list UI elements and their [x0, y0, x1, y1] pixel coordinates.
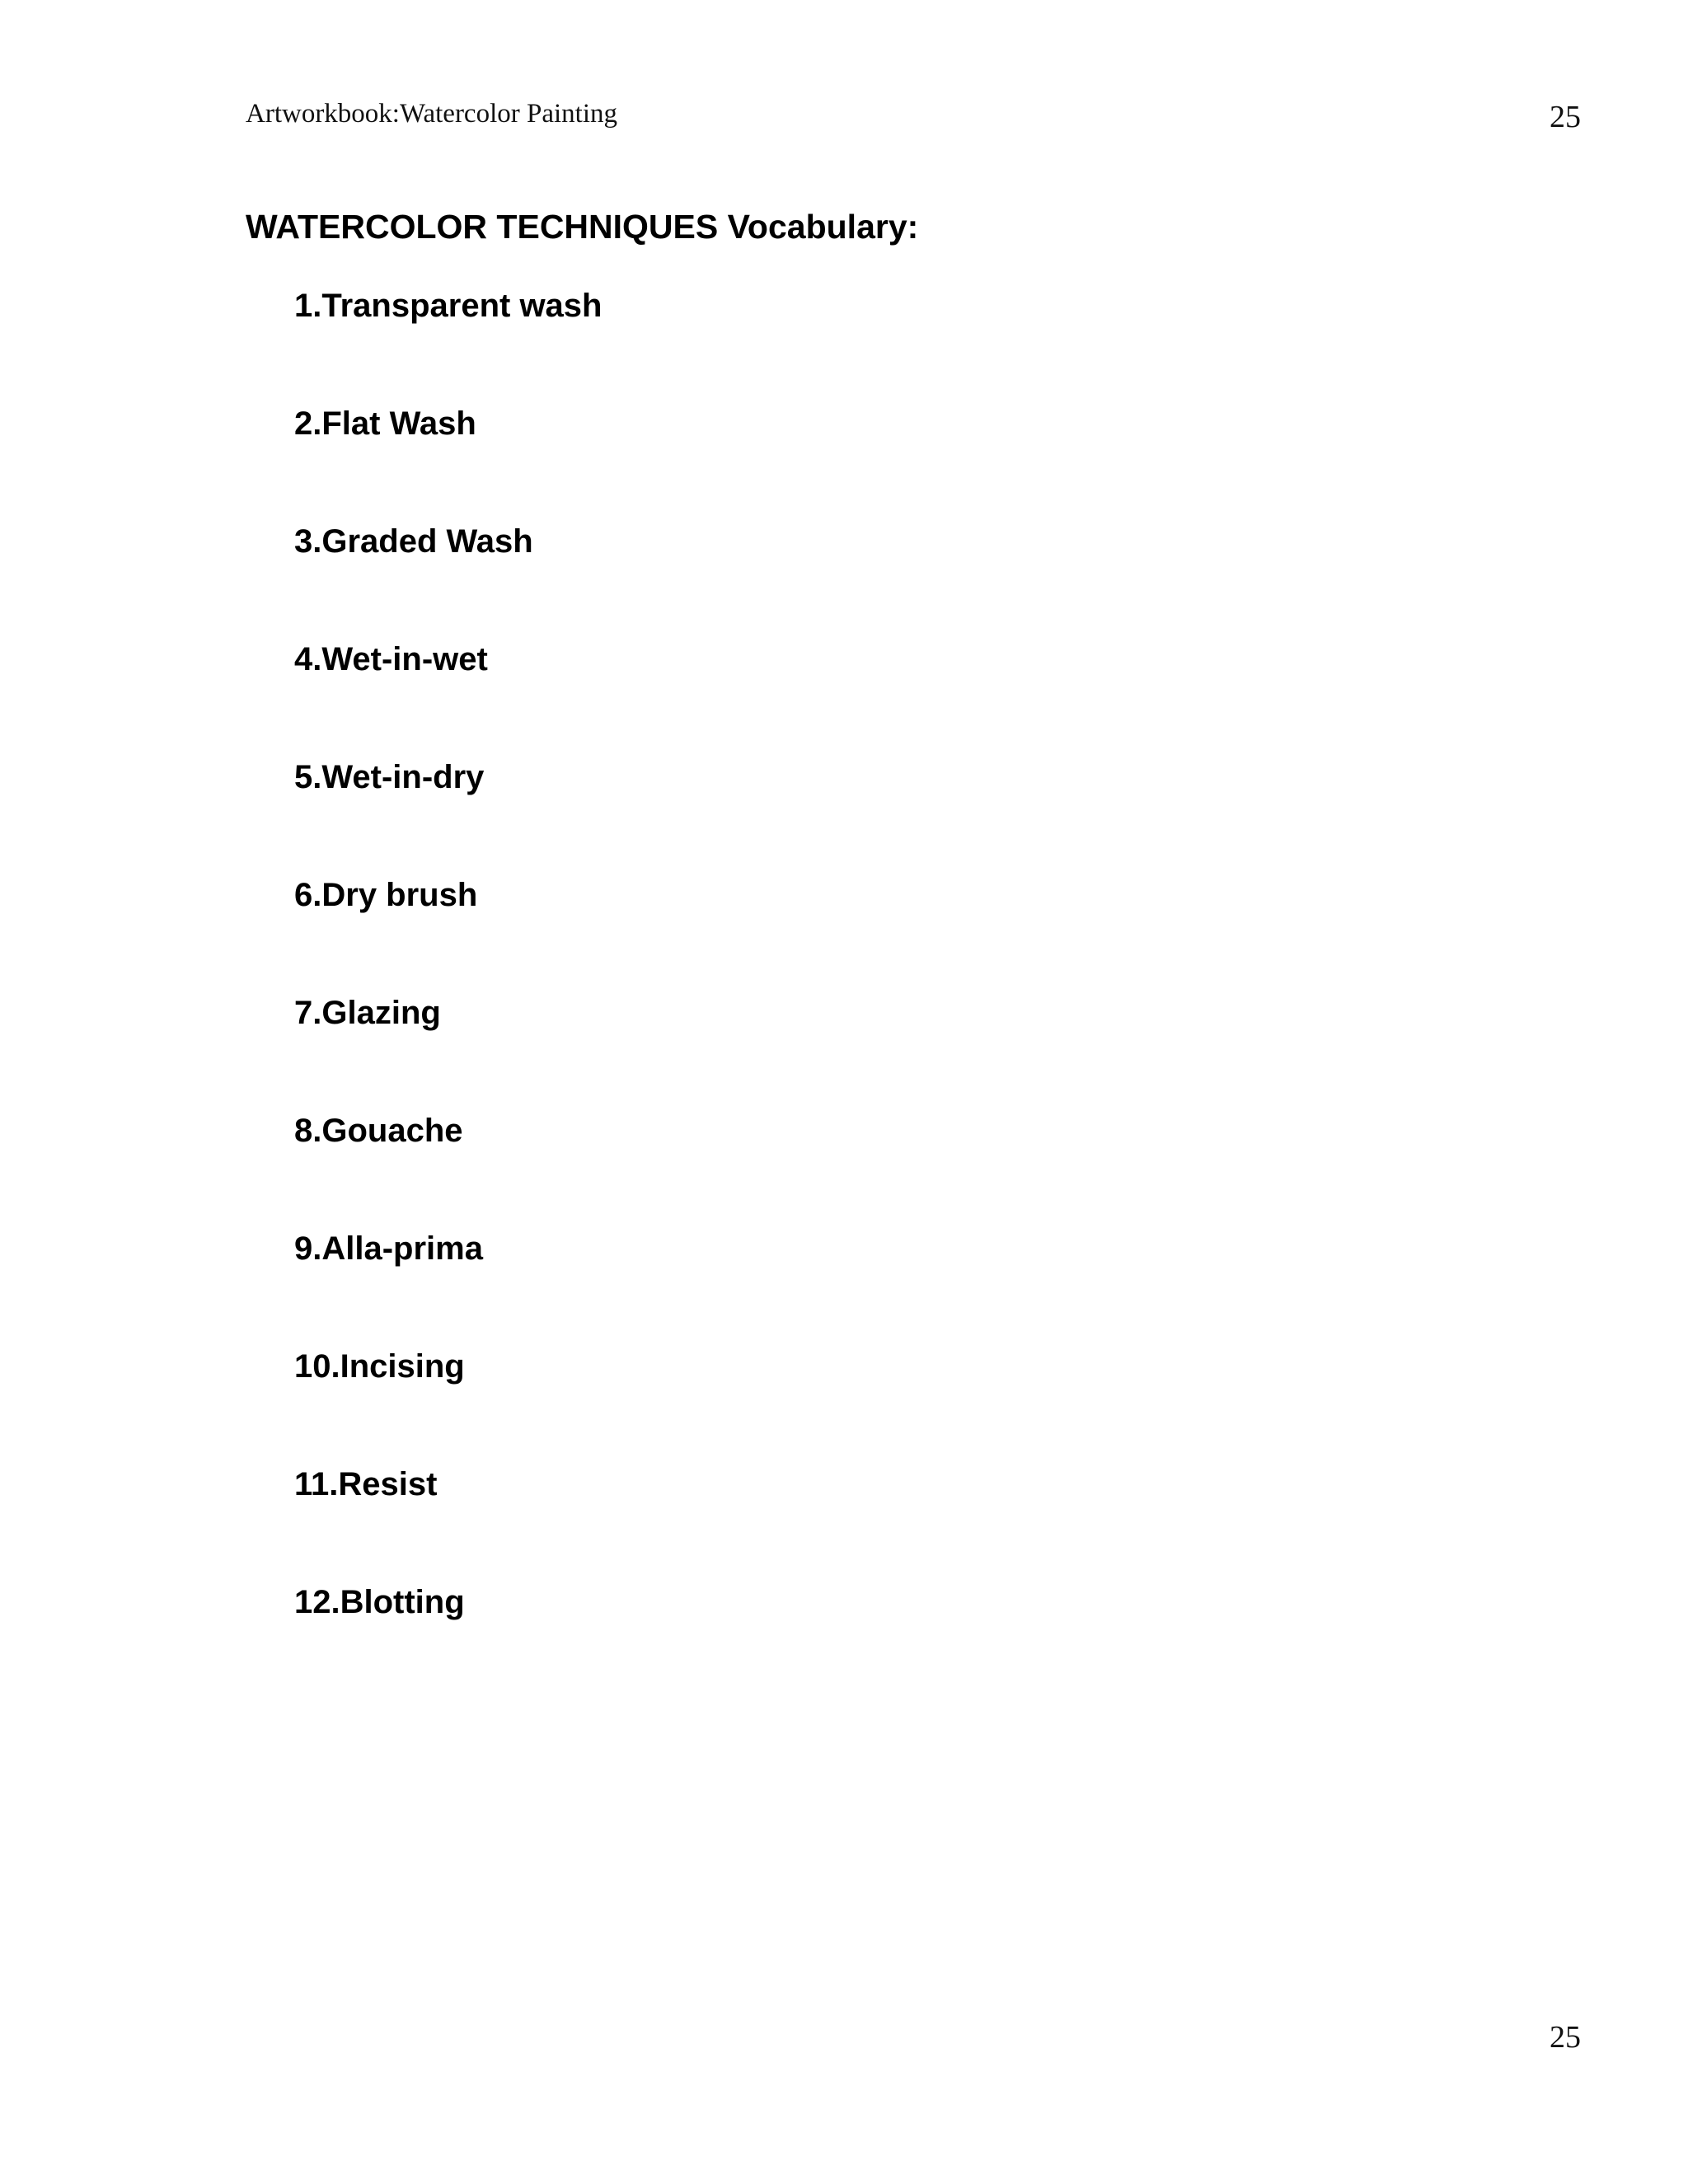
vocabulary-item: 12.Blotting: [294, 1584, 465, 1620]
vocabulary-list: [294, 283, 602, 1697]
vocabulary-item: 4.Wet-in-wet: [294, 641, 488, 677]
footer-page-number: 25: [1550, 2020, 1581, 2055]
vocabulary-item: 3.Graded Wash: [294, 523, 533, 560]
vocabulary-item: 11.Resist: [294, 1466, 438, 1502]
vocabulary-item: 8.Gouache: [294, 1113, 463, 1149]
section-heading: WATERCOLOR TECHNIQUES Vocabulary:: [246, 208, 919, 246]
header-page-number: 25: [1550, 100, 1581, 134]
vocabulary-item: 10.Incising: [294, 1348, 465, 1385]
vocabulary-item: 7.Glazing: [294, 995, 441, 1031]
vocabulary-item: 2.Flat Wash: [294, 405, 476, 442]
vocabulary-item: 5.Wet-in-dry: [294, 759, 485, 795]
vocabulary-item: 9.Alla-prima: [294, 1230, 483, 1267]
vocabulary-item: 1.Transparent wash: [294, 288, 603, 324]
vocabulary-item: 6.Dry brush: [294, 877, 478, 913]
running-header-title: Artworkbook:Watercolor Painting: [246, 99, 617, 129]
